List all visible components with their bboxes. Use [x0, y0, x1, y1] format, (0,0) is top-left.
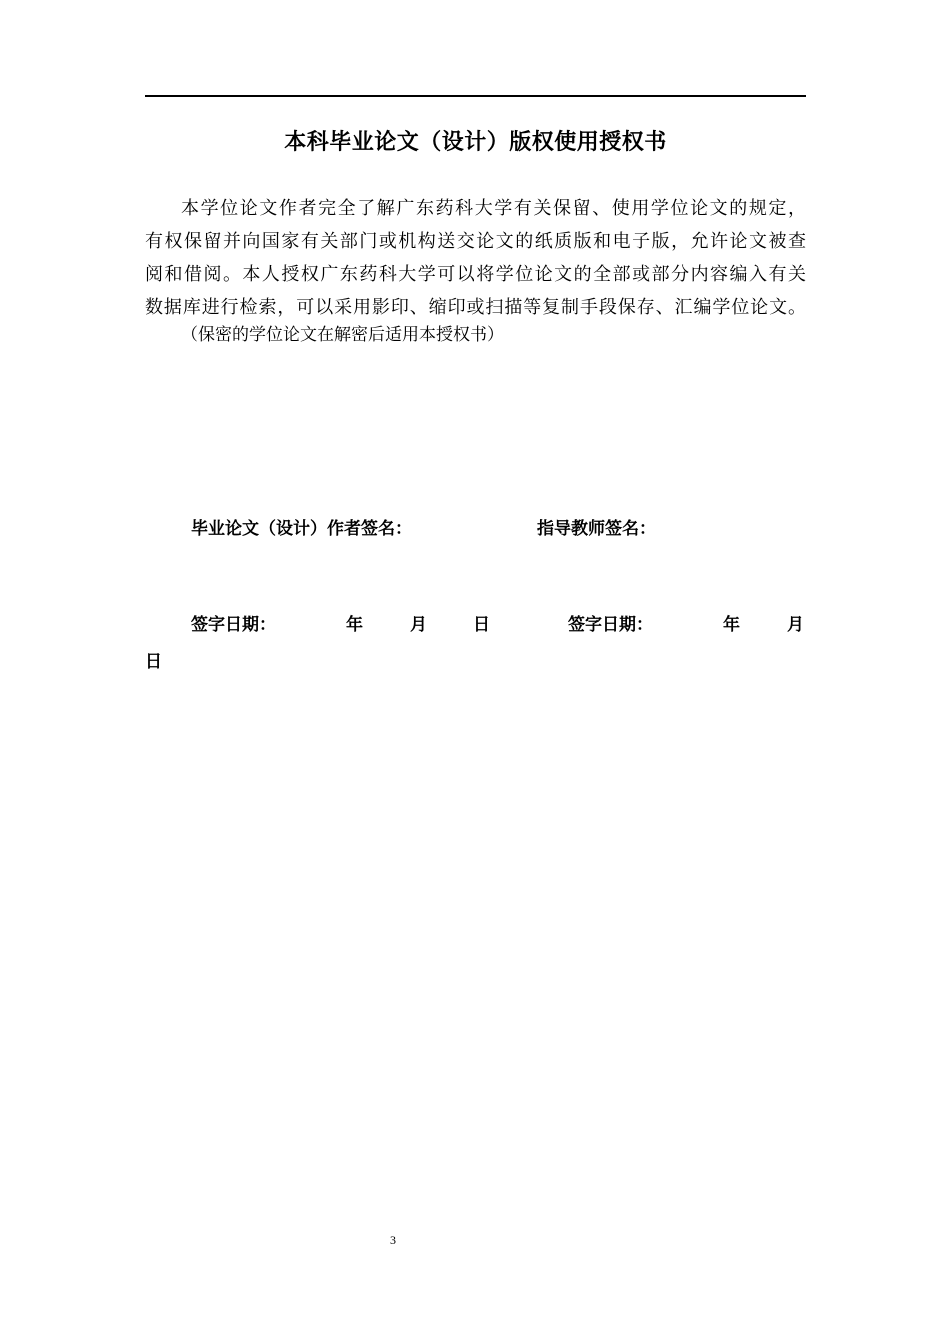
- author-date-day: 日: [473, 615, 490, 635]
- author-date-year: 年: [346, 615, 363, 635]
- author-signature-label: 毕业论文（设计）作者签名：: [191, 519, 412, 539]
- author-date-month: 月: [410, 615, 427, 635]
- paragraph-line: 本学位论文作者完全了解广东药科大学有关保留、使用学位论文的规定，: [181, 198, 806, 219]
- confidential-note: （保密的学位论文在解密后适用本授权书）: [181, 325, 504, 345]
- advisor-date-year: 年: [723, 615, 740, 635]
- advisor-date-label: 签字日期：: [568, 615, 653, 635]
- paragraph-line: 有权保留并向国家有关部门或机构送交论文的纸质版和电子版，允许论文被查: [145, 231, 806, 252]
- advisor-date-day: 日: [145, 652, 162, 672]
- author-date-label: 签字日期：: [191, 615, 276, 635]
- header-rule: [145, 95, 806, 97]
- document-title: 本科毕业论文（设计）版权使用授权书: [284, 130, 667, 155]
- page-number: 3: [390, 1233, 396, 1247]
- authorization-paragraph: [145, 192, 806, 324]
- paragraph-line: 阅和借阅。本人授权广东药科大学可以将学位论文的全部或部分内容编入有关: [145, 264, 806, 285]
- advisor-signature-label: 指导教师签名：: [537, 519, 656, 539]
- paragraph-line: 数据库进行检索，可以采用影印、缩印或扫描等复制手段保存、汇编学位论文。: [145, 297, 806, 318]
- advisor-date-month: 月: [787, 615, 804, 635]
